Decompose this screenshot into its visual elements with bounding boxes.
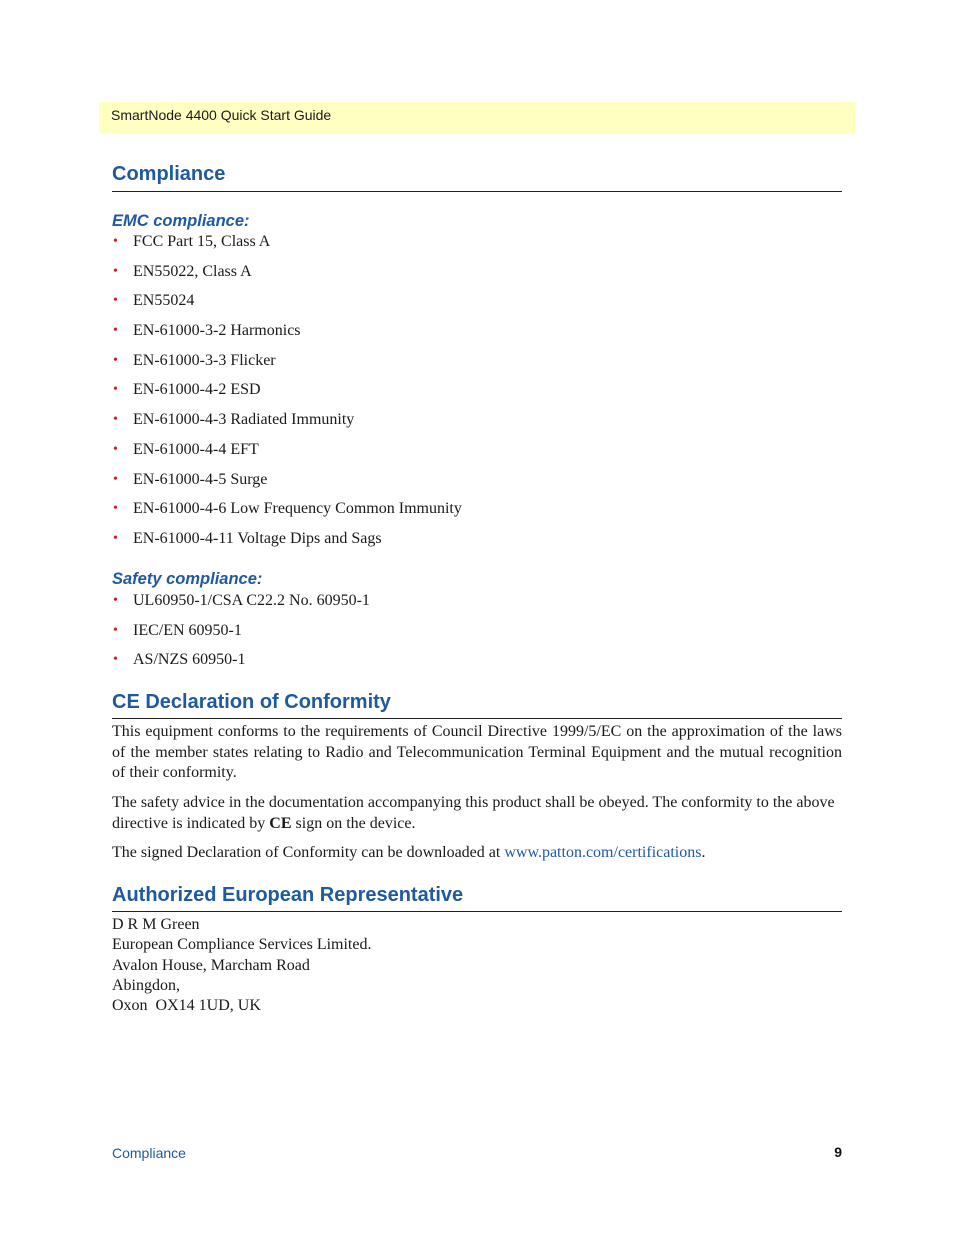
list-item: • EN-61000-4-6 Low Frequency Common Immunity — [113, 500, 462, 518]
certifications-link[interactable]: www.patton.com/certifications — [504, 844, 702, 861]
heading-rule — [112, 718, 842, 719]
list-item: • AS/NZS 60950-1 — [113, 651, 246, 669]
bullet-icon: • — [113, 501, 118, 517]
heading-rule — [112, 911, 842, 912]
list-item: • IEC/EN 60950-1 — [113, 621, 242, 639]
address-line: European Compliance Services Limited. — [112, 936, 372, 954]
heading-rule — [112, 191, 842, 192]
list-item: • EN-61000-3-3 Flicker — [113, 351, 276, 369]
address-line: Avalon House, Marcham Road — [112, 956, 310, 974]
bullet-icon: • — [113, 293, 118, 309]
safety-list — [112, 591, 370, 680]
list-item: • EN-61000-4-5 Surge — [113, 470, 268, 488]
bullet-icon: • — [113, 352, 118, 368]
bullet-icon: • — [113, 622, 118, 638]
bullet-icon: • — [113, 234, 118, 249]
bullet-icon: • — [113, 412, 118, 428]
address-line: D R M Green — [112, 916, 200, 933]
address-line: Oxon OX14 1UD, UK — [112, 997, 261, 1015]
list-item: • EN55024 — [113, 292, 195, 310]
list-item: • EN-61000-4-11 Voltage Dips and Sags — [113, 529, 382, 547]
emc-heading: EMC compliance: — [112, 212, 250, 230]
ce-heading: CE Declaration of Conformity — [112, 691, 391, 713]
bullet-icon: • — [113, 593, 118, 608]
list-item: • UL60950-1/CSA C22.2 No. 60950-1 — [113, 592, 370, 609]
bullet-icon: • — [113, 441, 118, 457]
ce-paragraph-1: This equipment conforms to the requirements of Council Directive 1999/5/EC on the approximation of the laws of the member states relating to Radio and Telecommunication Terminal Equipment and the mutual recognition of their conformity. — [112, 723, 842, 781]
bullet-icon: • — [113, 530, 118, 546]
running-header — [99, 102, 855, 133]
footer-section-name: Compliance — [112, 1145, 186, 1161]
page-number: 9 — [834, 1144, 842, 1160]
emc-list — [112, 232, 462, 559]
bullet-icon: • — [113, 263, 118, 279]
ce-paragraph-3: The signed Declaration of Conformity can be downloaded at www.patton.com/certifications. — [112, 844, 706, 861]
bullet-icon: • — [113, 471, 118, 487]
list-item: • EN-61000-4-4 EFT — [113, 440, 259, 458]
bullet-icon: • — [113, 323, 118, 339]
list-item: • EN55022, Class A — [113, 262, 252, 280]
document-title: SmartNode 4400 Quick Start Guide — [111, 107, 332, 123]
list-item: • EN-61000-3-2 Harmonics — [113, 322, 301, 340]
compliance-heading: Compliance — [112, 163, 226, 185]
address-block — [112, 915, 371, 1016]
list-item: • EN-61000-4-3 Radiated Immunity — [113, 411, 355, 429]
bullet-icon: • — [113, 652, 118, 668]
ce-mark: CE — [269, 814, 292, 832]
safety-heading: Safety compliance: — [112, 570, 263, 588]
representative-heading: Authorized European Representative — [112, 884, 464, 906]
list-item: • EN-61000-4-2 ESD — [113, 381, 261, 399]
list-item: • FCC Part 15, Class A — [113, 233, 271, 250]
bullet-icon: • — [113, 382, 118, 398]
ce-paragraph-2: The safety advice in the documentation accompanying this product shall be obeyed. The conformity to the above directive is indicated by CE sign on the device. — [112, 794, 835, 832]
address-line: Abingdon, — [112, 976, 180, 994]
